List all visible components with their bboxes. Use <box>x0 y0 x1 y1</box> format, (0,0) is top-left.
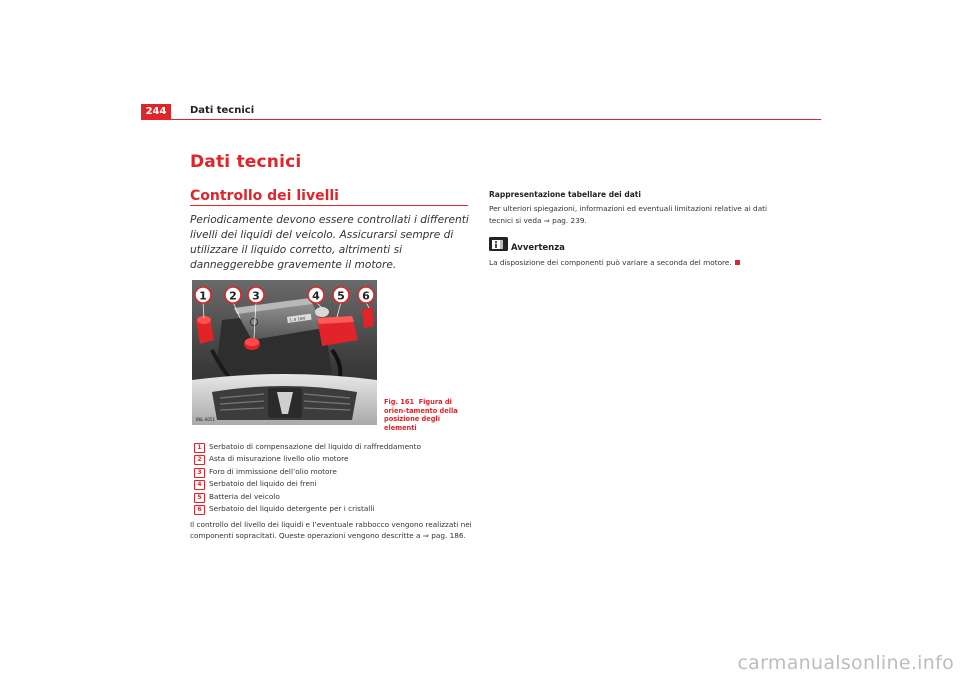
engine-bay-figure <box>192 280 377 425</box>
legend-item <box>192 503 482 515</box>
section-title: Controllo dei livelli <box>190 188 339 204</box>
end-of-section-marker <box>735 260 740 265</box>
legend-number-badge: 4 <box>194 480 205 490</box>
figure-caption-text: Figura di orien-tamento della posizione degli elementi <box>384 398 458 432</box>
svg-text:3: 3 <box>252 289 260 303</box>
legend-number-badge: 5 <box>194 493 205 503</box>
legend-item-text: Foro di immissione dell’olio motore <box>209 466 337 476</box>
legend-number-badge: 2 <box>194 455 205 465</box>
figure-caption <box>384 398 474 432</box>
header-rule <box>141 119 821 120</box>
legend-item <box>192 466 482 478</box>
page-number: 244 <box>141 104 171 120</box>
legend-item <box>192 453 482 465</box>
svg-text:4: 4 <box>312 289 320 303</box>
note-text-container <box>489 258 740 267</box>
svg-text:2: 2 <box>229 289 237 303</box>
legend-list <box>192 441 482 515</box>
note-title: Avvertenza <box>511 243 565 253</box>
engine-label-text: 1.4 16V <box>289 315 306 323</box>
legend-item-text: Batteria del veicolo <box>209 491 280 501</box>
figure-number: Fig. 161 <box>384 398 415 406</box>
table-paragraph: Per ulteriori spiegazioni, informazioni ed eventuali limitazioni relative ai dati tecnici si veda ⇒ pag. 239. <box>489 204 768 225</box>
figure-code: B6L-0051 <box>196 417 216 422</box>
legend-item-text: Asta di misurazione livello olio motore <box>209 454 349 464</box>
table-heading: Rappresentazione tabellare dei dati <box>489 190 641 199</box>
section-intro: Periodicamente devono essere controllati i differenti livelli dei liquidi del veicolo. Assicurarsi sempre di utilizzare il liquido corretto, altrimenti si danneggerebbe gravemente il motore. <box>190 214 469 271</box>
legend-item <box>192 441 482 453</box>
section-rule <box>190 205 468 206</box>
legend-item-text: Serbatoio del liquido dei freni <box>209 479 317 489</box>
svg-text:1: 1 <box>199 289 207 303</box>
legend-number-badge: 3 <box>194 468 205 478</box>
legend-number-badge: 1 <box>194 443 205 453</box>
body-paragraph: Il controllo del livello dei liquidi e l’eventuale rabbocco vengono realizzati nei componenti sopracitati. Queste operazioni vengono descritte a ⇒ pag. 186. <box>190 520 472 541</box>
legend-item <box>192 491 482 503</box>
svg-text:5: 5 <box>337 289 345 303</box>
running-title: Dati tecnici <box>190 105 255 116</box>
note-icon <box>489 237 508 251</box>
legend-item-text: Serbatoio di compensazione del liquido di raffreddamento <box>209 442 422 451</box>
legend-item-text: Serbatoio del liquido detergente per i cristalli <box>209 503 375 513</box>
legend-number-badge: 6 <box>194 505 205 515</box>
chapter-title: Dati tecnici <box>190 152 302 172</box>
svg-text:6: 6 <box>362 289 370 303</box>
note-text: La disposizione dei componenti può variare a seconda del motore. <box>489 258 732 267</box>
watermark: carmanualsonline.info <box>737 652 954 674</box>
legend-item <box>192 478 482 490</box>
